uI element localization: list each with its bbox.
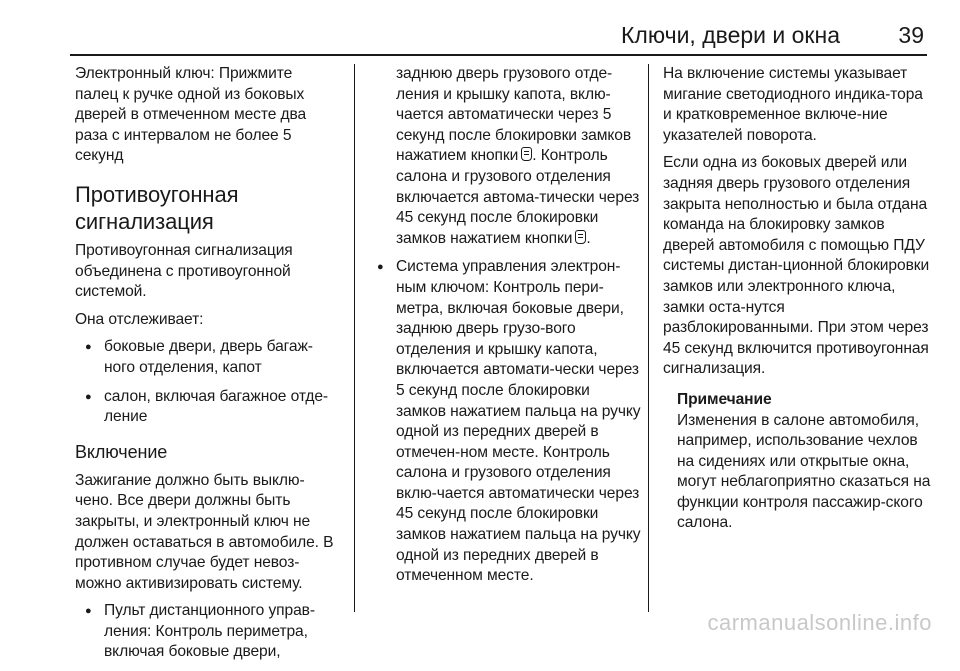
column-3 [663,64,931,534]
list-item: ● боковые двери, дверь багаж-ного отделения, капот [79,337,337,378]
section-paragraph: Она отслеживает: [75,310,204,328]
header-rule [70,54,927,56]
section-title: Противоугонная сигнализация [75,181,239,234]
monitor-list [75,337,337,427]
subsection-paragraph: Зажигание должно быть выклю-чено. Все двери должны быть закрыты, и электронный ключ не должен оставаться в автомобиле. В противном случае будет невоз-можно активизировать систему. [75,471,334,592]
paragraph: На включение системы указывает мигание светодиодного индика-тора и кратковременное включе-ние указателей поворота. [663,65,923,144]
list-item: ● Система управления электрон-ным ключом: Контроль пери-метра, включая боковые двери, заднюю дверь грузо-вого отделения и крышку капота, включается автомати-чески через 5 секунд после блокировки замков нажатием пальца на ручку одной из передних дверей в отмечен-ном месте. Контроль салона и грузового отделения вклю-чается автоматически через 45 секунд после блокировки замков нажатием пальца на ручку одной из передних дверей в отмеченном месте. [371,257,641,587]
column-divider [648,64,649,612]
list-item: ● салон, включая багажное отде-ление [79,387,337,428]
lock-button-icon [575,230,586,244]
column-divider [354,64,355,612]
note-text: Изменения в салоне автомобиля, например, использование чехлов на сидениях или открытые окна, могут неблагоприятно сказаться на функции контроля пассажир-ского салона. [677,411,931,532]
section-paragraph: Противоугонная сигнализация объединена с противоугонной системой. [75,241,293,301]
note-title: Примечание [677,390,772,408]
continued-text: Контроль салона и грузового отделения включается автома-тически через 45 секунд после блокировки замков нажатием кнопки [396,147,640,247]
list-item: ● Пульт дистанционного управ-ления: Контроль периметра, включая боковые двери, [79,601,337,663]
list-item-continued: заднюю дверь грузового отде-ления и крышку капота, вклю-чается автоматически через 5 секунд после блокировки замков нажатием кнопки . Контроль салона и грузового отделения включается автома-тически через 45 секунд после блокировки замков нажатием кнопки . [396,65,640,247]
page-header-title: Ключи, двери и окна [621,22,840,48]
lock-button-icon [521,147,532,161]
intro-paragraph: Электронный ключ: Прижмите палец к ручке одной из боковых дверей в отмеченном месте два раза с интервалом не более 5 секунд [75,65,307,165]
note-block [677,390,931,534]
paragraph: Если одна из боковых дверей или задняя дверь грузового отделения закрыта неполностью и была отдана команда на блокировку замков дверей автомобиля с помощью ПДУ системы дистан-ционной блокировки замков или электронного ключа, замки оста-нутся разблокированными. При этом через 45 секунд включится противоугонная сигнализация. [663,154,930,378]
column-2 [371,64,641,595]
page-number: 39 [898,22,924,48]
activation-list [75,601,337,663]
continued-text: заднюю дверь грузового отде-ления и крышку капота, вклю-чается автоматически через 5 секунд после блокировки замков нажатием кнопки [396,65,632,165]
subsection-title: Включение [75,441,168,462]
watermark: carmanualsonline.info [707,610,932,635]
column-1 [75,64,337,671]
activation-list [371,257,641,587]
